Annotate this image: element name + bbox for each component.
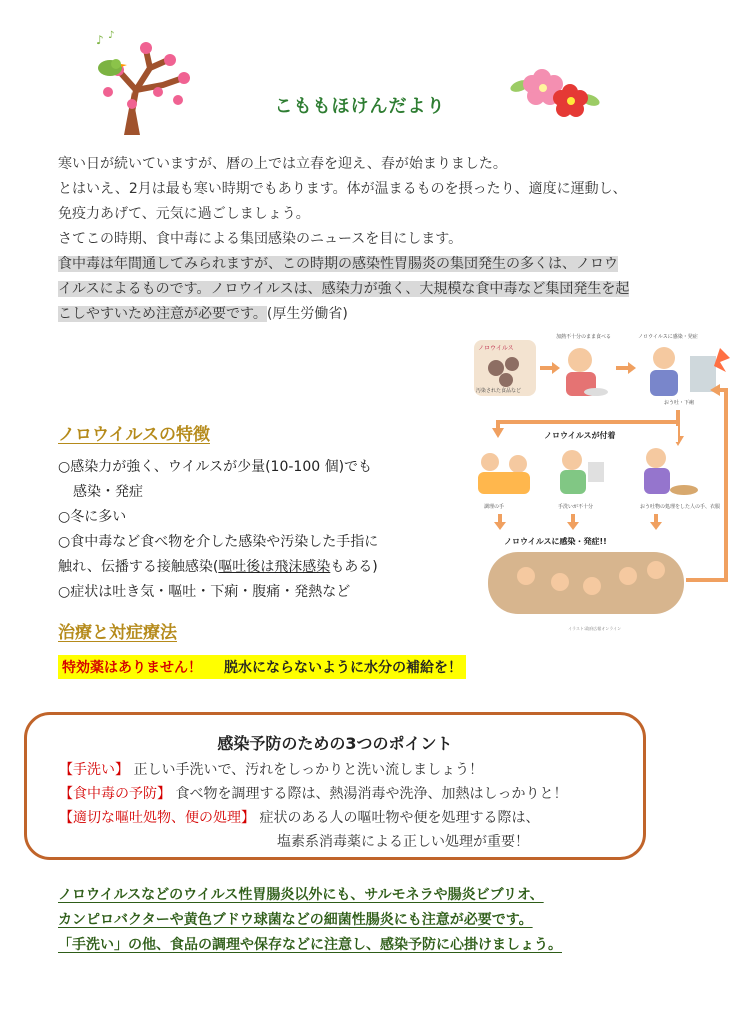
illus-label: おう吐・下痢 [664, 400, 695, 406]
footer-note [58, 883, 562, 958]
point-text: 塩素系消毒薬による正しい処理が重要！ [277, 834, 529, 850]
hydration-text: 脱水にならないように水分の補給を！ [224, 660, 462, 676]
illus-label: ノロウイルスに感染・発症!! [504, 537, 607, 546]
feature-item: ○冬に多い [58, 509, 127, 525]
norovirus-infection-illustration [468, 330, 738, 640]
return-arrow-icon [686, 390, 726, 580]
intro-highlight-line: イルスによるものです。ノロウイルスは、感染力が強く、大規模な食中毒など集団発生を起 [58, 281, 630, 297]
prevention-point [59, 783, 567, 803]
point-text: 食べ物を調理する際は、熱湯消毒や洗浄、加熱はしっかりと！ [175, 786, 568, 802]
point-text: 正しい手洗いで、汚れをしっかりと洗い流しましょう！ [133, 762, 484, 778]
arrow-icon [540, 362, 560, 374]
treatment-heading: 治療と対症療法 [58, 623, 177, 643]
footer-line: カンピロバクターや黄色ブドウ球菌などの細菌性腸炎にも注意が必要です。 [58, 912, 533, 928]
no-medicine-text: 特効薬はありません！ [62, 660, 202, 676]
point-key: 【手洗い】 [59, 762, 129, 778]
treatment-notice [58, 655, 466, 679]
features-heading: ノロウイルスの特徴 [58, 425, 210, 445]
prevention-point [59, 807, 539, 827]
illus-label: ノロウイルスが付着 [544, 431, 616, 440]
feature-item: もある) [330, 559, 378, 575]
svg-text:♪: ♪ [108, 30, 115, 41]
feature-item: 感染・発症 [73, 484, 143, 500]
prevention-point [59, 759, 483, 779]
point-key: 【適切な嘔吐処物、便の処理】 [59, 810, 255, 826]
illus-label: 手洗いが不十分 [558, 504, 594, 510]
footer-line: ノロウイルスなどのウイルス性胃腸炎以外にも、サルモネラや腸炎ビブリオ、 [58, 887, 544, 903]
intro-highlight-line: こしやすいため注意が必要です。 [58, 306, 267, 322]
feature-item: ○感染力が強く、ウイルスが少量(10-100 個)でも [58, 459, 373, 475]
illus-credit: イラスト:政府広報オンライン [568, 626, 622, 631]
intro-line: とはいえ、2月は最も寒い時期でもあります。体が温まるものを摂ったり、適度に運動し、 [58, 181, 627, 197]
intro-highlight-line: 食中毒は年間通してみられますが、この時期の感染性胃腸炎の集団発生の多くは、ノロウ [58, 256, 618, 272]
svg-text:♪: ♪ [96, 33, 104, 47]
intro-source: (厚生労働省) [266, 306, 348, 322]
feature-item: 触れ、伝播する接触感染( [58, 559, 219, 575]
features-list [58, 455, 438, 605]
feature-item: ○症状は吐き気・嘔吐・下痢・腹痛・発熱など [58, 584, 351, 600]
arrow-icon [616, 362, 636, 374]
point-key: 【食中毒の予防】 [59, 786, 171, 802]
intro-line: 寒い日が続いていますが、暦の上では立春を迎え、春が始まりました。 [58, 156, 507, 172]
newsletter-title: こももほけんだより [274, 96, 446, 117]
intro-line: さてこの時期、食中毒による集団感染のニュースを目にします。 [58, 231, 463, 247]
point-text: 症状のある人の嘔吐物や便を処理する際は、 [259, 810, 540, 826]
illus-label: おう吐物の処理をした人の手、衣服 [640, 504, 721, 510]
illus-label: 調理の手 [484, 504, 505, 510]
prevention-box [24, 712, 646, 860]
prevention-title: 感染予防のための3つのポイント [217, 734, 453, 753]
illus-label: 加熱不十分のまま食べる [556, 334, 612, 340]
intro-text [58, 152, 658, 327]
prevention-point-cont [277, 831, 529, 851]
illus-label: ノロウイルス [478, 345, 514, 352]
footer-line: 「手洗い」の他、食品の調理や保存などに注意し、感染予防に心掛けましょう。 [58, 937, 562, 953]
plum-blossom-icon [508, 66, 603, 121]
intro-line: 免疫力あげて、元気に過ごしましょう。 [58, 206, 310, 222]
feature-item: ○食中毒など食べ物を介した感染や汚染した手指に [58, 534, 379, 550]
feature-item-underlined: 嘔吐後は飛沫感染 [218, 559, 331, 575]
illus-label: 汚染された食品など [476, 388, 522, 394]
illus-label: ノロウイルスに感染・発症 [638, 334, 698, 340]
plum-tree-bird-icon [88, 30, 198, 135]
